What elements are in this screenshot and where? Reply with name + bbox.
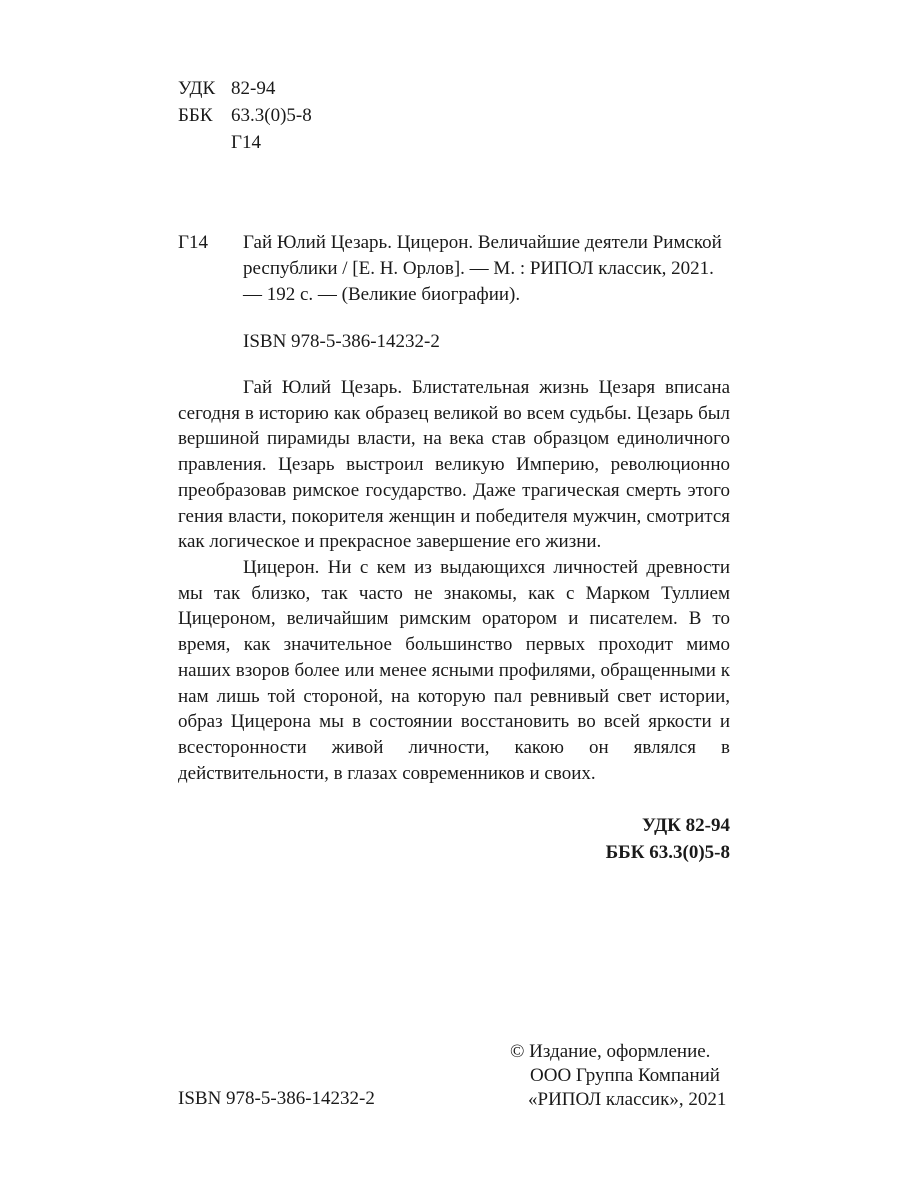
copyright-line-3: «РИПОЛ классик», 2021 <box>528 1089 727 1110</box>
author-sign: Г14 <box>231 132 261 153</box>
udk-code: УДК 82-94 <box>642 815 730 836</box>
catalog-description: Гай Юлий Цезарь. Цицерон. Величайшие деятели Римской республики / [Е. Н. Орлов]. — М. : РИПОЛ классик, 2021. — 192 с. — (Великие биографии). <box>243 232 722 305</box>
catalog-isbn: ISBN 978-5-386-14232-2 <box>243 331 440 352</box>
annotation-paragraph-cicero: Цицерон. Ни с кем из выдающихся личностей древности мы так близко, так часто не знакомы, как с Марком Туллием Цицероном, величайшим римским оратором и писателем. В то время, как значительное большинство первых проходит мимо наших взоров более или менее ясными профилями, обращенными к нам лишь той стороной, на которую пал ревнивый свет истории, образ Цицерона мы в состоянии восстановить во всей яркости и всесторонности живой личности, какою он являлся в действительности, в глазах современников и своих. <box>178 557 730 784</box>
copyright-line-2: ООО Группа Компаний <box>530 1065 720 1086</box>
udk-value: 82-94 <box>231 78 276 99</box>
udk-label: УДК <box>178 78 216 99</box>
copyright-line-1: © Издание, оформление. <box>510 1041 711 1062</box>
catalog-index: Г14 <box>178 232 208 253</box>
classification-block-top <box>178 75 312 156</box>
udk-row <box>178 75 312 102</box>
bbk-value: 63.3(0)5-8 <box>231 105 312 126</box>
bbk-code: ББК 63.3(0)5-8 <box>605 842 730 863</box>
annotation-paragraph-caesar: Гай Юлий Цезарь. Блистательная жизнь Цезаря вписана сегодня в историю как образец великой во всем судьбы. Цезарь был вершиной пирамиды власти, на века став образцом единоличного правления. Цезарь выстроил великую Империю, революционно преобразовав римское государство. Даже трагическая смерть этого гения власти, покорителя женщин и победителя мужчин, смотрится как логическое и прекрасное завершение его жизни. <box>178 377 730 553</box>
bbk-label: ББК <box>178 105 213 126</box>
footer-isbn: ISBN 978-5-386-14232-2 <box>178 1088 375 1109</box>
bbk-row <box>178 102 312 129</box>
author-sign-row <box>178 129 312 156</box>
classification-block-bottom <box>606 812 730 866</box>
copyright-block <box>510 1040 726 1112</box>
